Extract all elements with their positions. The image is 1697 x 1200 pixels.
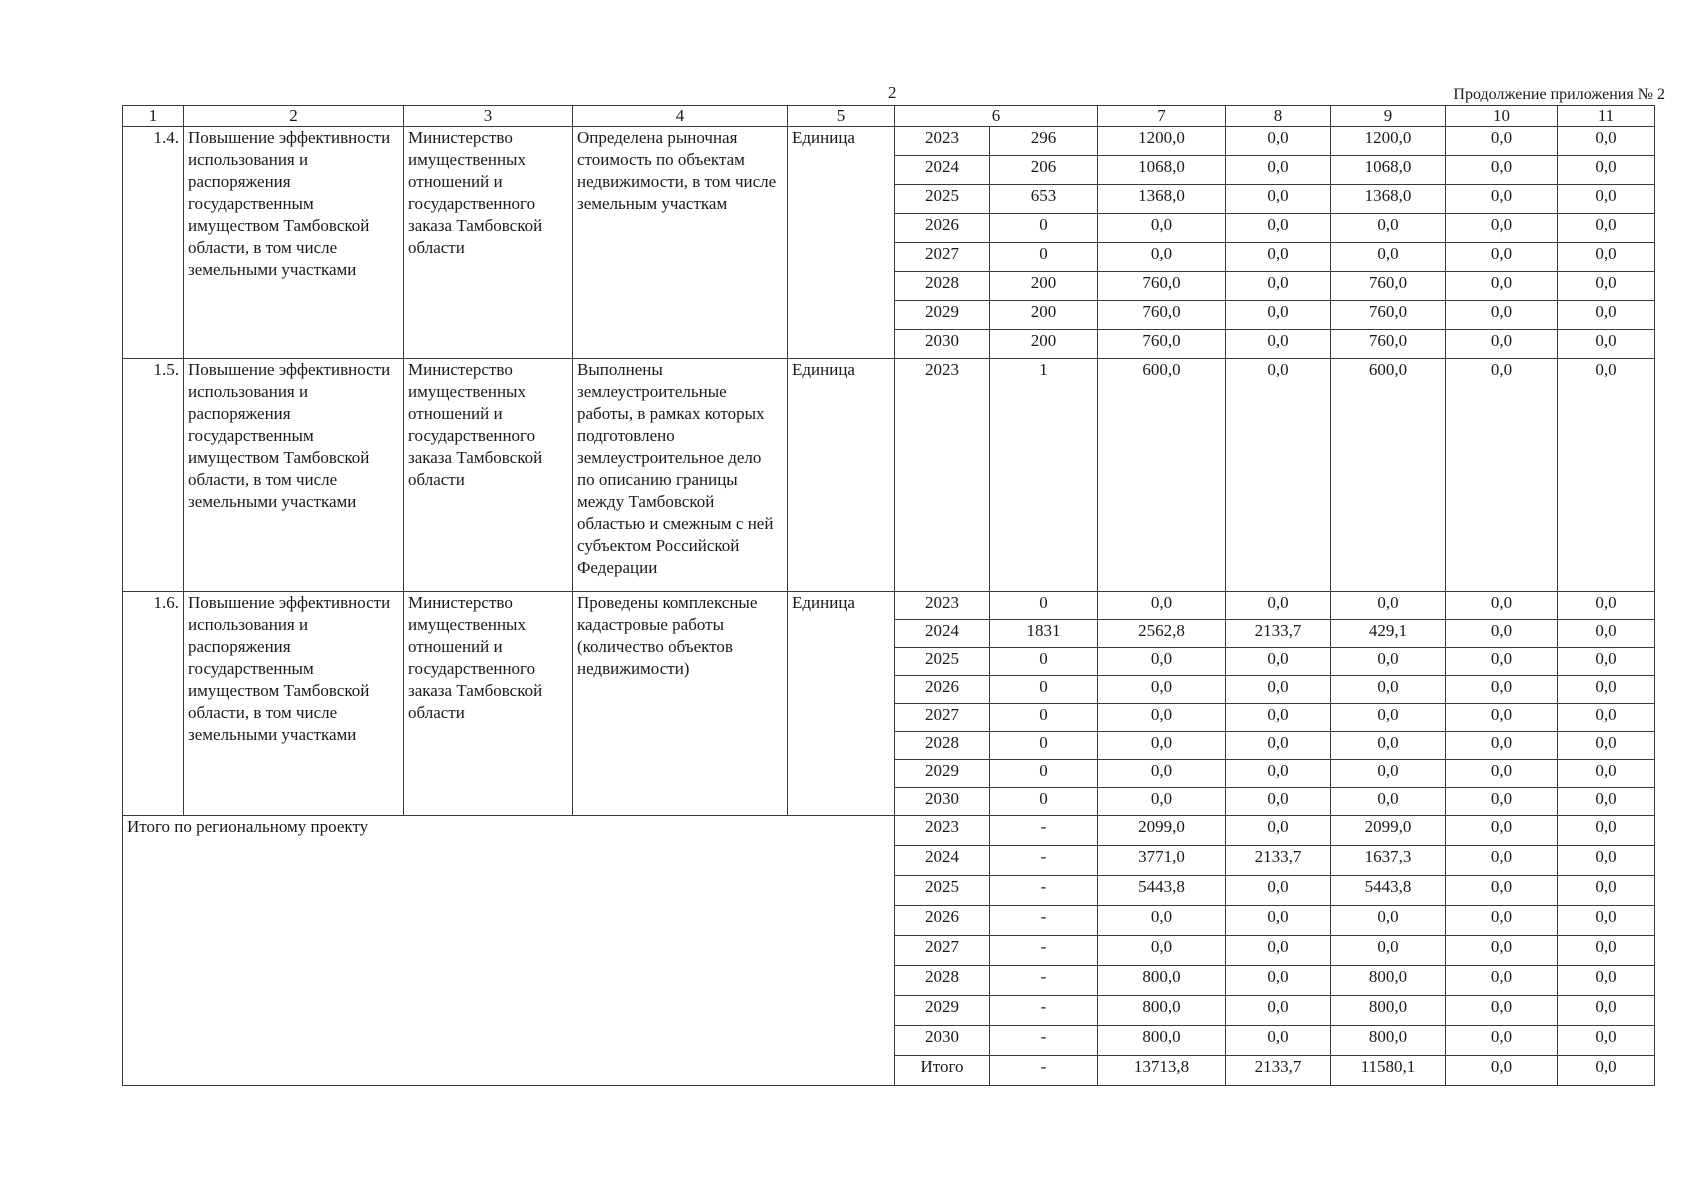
year-cell: 2026 xyxy=(895,214,990,243)
year-cell: 2029 xyxy=(895,996,990,1026)
quantity-cell: - xyxy=(990,906,1098,936)
other-funding-cell: 0,0 xyxy=(1558,214,1655,243)
regional-funding-cell: 1637,3 xyxy=(1331,846,1446,876)
row-number: 1.6. xyxy=(123,592,184,816)
regional-funding-cell: 760,0 xyxy=(1331,330,1446,359)
measure-name: Повышение эффективности использования и распоряжения государственным имуществом Тамбовской области, в том числе земельными участками xyxy=(184,127,404,359)
federal-funding-cell: 0,0 xyxy=(1226,732,1331,760)
total-funding-cell: 0,0 xyxy=(1098,676,1226,704)
total-funding-cell: 800,0 xyxy=(1098,1026,1226,1056)
federal-funding-cell: 0,0 xyxy=(1226,906,1331,936)
column-number: 1 xyxy=(123,106,184,127)
total-funding-cell: 0,0 xyxy=(1098,648,1226,676)
municipal-funding-cell: 0,0 xyxy=(1446,876,1558,906)
quantity-cell: - xyxy=(990,1026,1098,1056)
other-funding-cell: 0,0 xyxy=(1558,816,1655,846)
municipal-funding-cell: 0,0 xyxy=(1446,966,1558,996)
responsible-executor: Министерство имущественных отношений и государственного заказа Тамбовской области xyxy=(404,359,573,592)
quantity-cell: - xyxy=(990,996,1098,1026)
other-funding-cell: 0,0 xyxy=(1558,760,1655,788)
federal-funding-cell: 0,0 xyxy=(1226,359,1331,592)
municipal-funding-cell: 0,0 xyxy=(1446,156,1558,185)
municipal-funding-cell: 0,0 xyxy=(1446,732,1558,760)
regional-funding-cell: 800,0 xyxy=(1331,996,1446,1026)
total-funding-cell: 0,0 xyxy=(1098,936,1226,966)
regional-funding-cell: 0,0 xyxy=(1331,243,1446,272)
year-cell: Итого xyxy=(895,1056,990,1086)
municipal-funding-cell: 0,0 xyxy=(1446,816,1558,846)
year-cell: 2025 xyxy=(895,648,990,676)
year-cell: 2023 xyxy=(895,816,990,846)
year-cell: 2025 xyxy=(895,876,990,906)
total-funding-cell: 0,0 xyxy=(1098,243,1226,272)
quantity-cell: - xyxy=(990,966,1098,996)
regional-funding-cell: 600,0 xyxy=(1331,359,1446,592)
unit-of-measure: Единица xyxy=(788,592,895,816)
municipal-funding-cell: 0,0 xyxy=(1446,127,1558,156)
regional-funding-cell: 800,0 xyxy=(1331,966,1446,996)
row-number: 1.4. xyxy=(123,127,184,359)
other-funding-cell: 0,0 xyxy=(1558,592,1655,620)
regional-funding-cell: 5443,8 xyxy=(1331,876,1446,906)
other-funding-cell: 0,0 xyxy=(1558,301,1655,330)
expected-result: Выполнены землеустроительные работы, в рамках которых подготовлено землеустроительное дело по описанию границы между Тамбовской областью и смежным с ней субъектом Российской Федерации xyxy=(573,359,788,592)
municipal-funding-cell: 0,0 xyxy=(1446,788,1558,816)
municipal-funding-cell: 0,0 xyxy=(1446,592,1558,620)
quantity-cell: 0 xyxy=(990,704,1098,732)
total-funding-cell: 0,0 xyxy=(1098,760,1226,788)
other-funding-cell: 0,0 xyxy=(1558,1056,1655,1086)
municipal-funding-cell: 0,0 xyxy=(1446,996,1558,1026)
year-cell: 2027 xyxy=(895,704,990,732)
municipal-funding-cell: 0,0 xyxy=(1446,906,1558,936)
year-cell: 2028 xyxy=(895,272,990,301)
year-cell: 2026 xyxy=(895,906,990,936)
table-row xyxy=(123,359,1655,592)
total-funding-cell: 600,0 xyxy=(1098,359,1226,592)
year-cell: 2025 xyxy=(895,185,990,214)
year-cell: 2023 xyxy=(895,359,990,592)
regional-funding-cell: 0,0 xyxy=(1331,704,1446,732)
federal-funding-cell: 0,0 xyxy=(1226,966,1331,996)
quantity-cell: - xyxy=(990,1056,1098,1086)
regional-funding-cell: 0,0 xyxy=(1331,788,1446,816)
federal-funding-cell: 0,0 xyxy=(1226,788,1331,816)
column-number: 6 xyxy=(895,106,1098,127)
quantity-cell: 0 xyxy=(990,788,1098,816)
municipal-funding-cell: 0,0 xyxy=(1446,243,1558,272)
column-number: 7 xyxy=(1098,106,1226,127)
column-number: 10 xyxy=(1446,106,1558,127)
regional-funding-cell: 1368,0 xyxy=(1331,185,1446,214)
column-number: 4 xyxy=(573,106,788,127)
continuation-note: Продолжение приложения № 2 xyxy=(1453,86,1665,103)
other-funding-cell: 0,0 xyxy=(1558,906,1655,936)
other-funding-cell: 0,0 xyxy=(1558,1026,1655,1056)
year-cell: 2030 xyxy=(895,788,990,816)
total-funding-cell: 0,0 xyxy=(1098,788,1226,816)
federal-funding-cell: 0,0 xyxy=(1226,592,1331,620)
federal-funding-cell: 0,0 xyxy=(1226,156,1331,185)
federal-funding-cell: 0,0 xyxy=(1226,704,1331,732)
quantity-cell: 0 xyxy=(990,592,1098,620)
total-row xyxy=(123,816,1655,846)
total-funding-cell: 760,0 xyxy=(1098,272,1226,301)
measure-name: Повышение эффективности использования и распоряжения государственным имуществом Тамбовской области, в том числе земельными участками xyxy=(184,592,404,816)
regional-funding-cell: 429,1 xyxy=(1331,620,1446,648)
other-funding-cell: 0,0 xyxy=(1558,156,1655,185)
regional-funding-cell: 1200,0 xyxy=(1331,127,1446,156)
municipal-funding-cell: 0,0 xyxy=(1446,620,1558,648)
year-cell: 2029 xyxy=(895,760,990,788)
municipal-funding-cell: 0,0 xyxy=(1446,846,1558,876)
year-cell: 2023 xyxy=(895,592,990,620)
quantity-cell: - xyxy=(990,816,1098,846)
regional-funding-cell: 0,0 xyxy=(1331,936,1446,966)
year-cell: 2024 xyxy=(895,846,990,876)
year-cell: 2028 xyxy=(895,732,990,760)
total-funding-cell: 0,0 xyxy=(1098,704,1226,732)
unit-of-measure: Единица xyxy=(788,359,895,592)
total-funding-cell: 2562,8 xyxy=(1098,620,1226,648)
regional-funding-cell: 760,0 xyxy=(1331,272,1446,301)
regional-funding-cell: 800,0 xyxy=(1331,1026,1446,1056)
quantity-cell: 653 xyxy=(990,185,1098,214)
federal-funding-cell: 0,0 xyxy=(1226,936,1331,966)
responsible-executor: Министерство имущественных отношений и государственного заказа Тамбовской области xyxy=(404,592,573,816)
expected-result: Проведены комплексные кадастровые работы (количество объектов недвижимости) xyxy=(573,592,788,816)
regional-funding-cell: 0,0 xyxy=(1331,648,1446,676)
regional-funding-cell: 0,0 xyxy=(1331,732,1446,760)
quantity-cell: 200 xyxy=(990,301,1098,330)
municipal-funding-cell: 0,0 xyxy=(1446,704,1558,732)
regional-funding-cell: 0,0 xyxy=(1331,214,1446,243)
budget-table xyxy=(122,105,1655,1086)
total-funding-cell: 5443,8 xyxy=(1098,876,1226,906)
expected-result: Определена рыночная стоимость по объектам недвижимости, в том числе земельным участкам xyxy=(573,127,788,359)
municipal-funding-cell: 0,0 xyxy=(1446,936,1558,966)
unit-of-measure: Единица xyxy=(788,127,895,359)
regional-funding-cell: 1068,0 xyxy=(1331,156,1446,185)
other-funding-cell: 0,0 xyxy=(1558,966,1655,996)
regional-funding-cell: 11580,1 xyxy=(1331,1056,1446,1086)
other-funding-cell: 0,0 xyxy=(1558,272,1655,301)
column-number: 3 xyxy=(404,106,573,127)
municipal-funding-cell: 0,0 xyxy=(1446,330,1558,359)
other-funding-cell: 0,0 xyxy=(1558,359,1655,592)
municipal-funding-cell: 0,0 xyxy=(1446,214,1558,243)
column-number: 9 xyxy=(1331,106,1446,127)
year-cell: 2024 xyxy=(895,156,990,185)
federal-funding-cell: 0,0 xyxy=(1226,876,1331,906)
municipal-funding-cell: 0,0 xyxy=(1446,359,1558,592)
column-number: 5 xyxy=(788,106,895,127)
federal-funding-cell: 0,0 xyxy=(1226,127,1331,156)
municipal-funding-cell: 0,0 xyxy=(1446,301,1558,330)
other-funding-cell: 0,0 xyxy=(1558,330,1655,359)
federal-funding-cell: 0,0 xyxy=(1226,816,1331,846)
quantity-cell: 206 xyxy=(990,156,1098,185)
federal-funding-cell: 2133,7 xyxy=(1226,1056,1331,1086)
quantity-cell: - xyxy=(990,846,1098,876)
table-row xyxy=(123,592,1655,620)
other-funding-cell: 0,0 xyxy=(1558,185,1655,214)
total-label: Итого по региональному проекту xyxy=(123,816,895,1086)
total-funding-cell: 1068,0 xyxy=(1098,156,1226,185)
regional-funding-cell: 0,0 xyxy=(1331,592,1446,620)
quantity-cell: 200 xyxy=(990,330,1098,359)
quantity-cell: 0 xyxy=(990,648,1098,676)
year-cell: 2027 xyxy=(895,243,990,272)
municipal-funding-cell: 0,0 xyxy=(1446,648,1558,676)
quantity-cell: 0 xyxy=(990,676,1098,704)
total-funding-cell: 13713,8 xyxy=(1098,1056,1226,1086)
quantity-cell: 1831 xyxy=(990,620,1098,648)
total-funding-cell: 1200,0 xyxy=(1098,127,1226,156)
federal-funding-cell: 0,0 xyxy=(1226,330,1331,359)
federal-funding-cell: 0,0 xyxy=(1226,996,1331,1026)
quantity-cell: 200 xyxy=(990,272,1098,301)
other-funding-cell: 0,0 xyxy=(1558,996,1655,1026)
total-funding-cell: 3771,0 xyxy=(1098,846,1226,876)
federal-funding-cell: 2133,7 xyxy=(1226,846,1331,876)
federal-funding-cell: 2133,7 xyxy=(1226,620,1331,648)
municipal-funding-cell: 0,0 xyxy=(1446,760,1558,788)
total-funding-cell: 0,0 xyxy=(1098,214,1226,243)
regional-funding-cell: 2099,0 xyxy=(1331,816,1446,846)
other-funding-cell: 0,0 xyxy=(1558,704,1655,732)
federal-funding-cell: 0,0 xyxy=(1226,185,1331,214)
column-number-row xyxy=(123,106,1655,127)
regional-funding-cell: 0,0 xyxy=(1331,676,1446,704)
year-cell: 2028 xyxy=(895,966,990,996)
federal-funding-cell: 0,0 xyxy=(1226,648,1331,676)
other-funding-cell: 0,0 xyxy=(1558,243,1655,272)
total-funding-cell: 1368,0 xyxy=(1098,185,1226,214)
other-funding-cell: 0,0 xyxy=(1558,127,1655,156)
year-cell: 2026 xyxy=(895,676,990,704)
measure-name: Повышение эффективности использования и распоряжения государственным имуществом Тамбовской области, в том числе земельными участками xyxy=(184,359,404,592)
other-funding-cell: 0,0 xyxy=(1558,676,1655,704)
other-funding-cell: 0,0 xyxy=(1558,732,1655,760)
federal-funding-cell: 0,0 xyxy=(1226,301,1331,330)
column-number: 8 xyxy=(1226,106,1331,127)
regional-funding-cell: 0,0 xyxy=(1331,760,1446,788)
federal-funding-cell: 0,0 xyxy=(1226,243,1331,272)
year-cell: 2027 xyxy=(895,936,990,966)
total-funding-cell: 760,0 xyxy=(1098,330,1226,359)
year-cell: 2029 xyxy=(895,301,990,330)
table-row xyxy=(123,127,1655,156)
total-funding-cell: 800,0 xyxy=(1098,966,1226,996)
quantity-cell: 1 xyxy=(990,359,1098,592)
total-funding-cell: 0,0 xyxy=(1098,906,1226,936)
quantity-cell: 296 xyxy=(990,127,1098,156)
quantity-cell: - xyxy=(990,936,1098,966)
quantity-cell: 0 xyxy=(990,732,1098,760)
quantity-cell: - xyxy=(990,876,1098,906)
year-cell: 2023 xyxy=(895,127,990,156)
year-cell: 2030 xyxy=(895,1026,990,1056)
municipal-funding-cell: 0,0 xyxy=(1446,676,1558,704)
other-funding-cell: 0,0 xyxy=(1558,846,1655,876)
year-cell: 2024 xyxy=(895,620,990,648)
quantity-cell: 0 xyxy=(990,214,1098,243)
federal-funding-cell: 0,0 xyxy=(1226,760,1331,788)
total-funding-cell: 0,0 xyxy=(1098,732,1226,760)
municipal-funding-cell: 0,0 xyxy=(1446,185,1558,214)
year-cell: 2030 xyxy=(895,330,990,359)
other-funding-cell: 0,0 xyxy=(1558,936,1655,966)
municipal-funding-cell: 0,0 xyxy=(1446,1056,1558,1086)
total-funding-cell: 2099,0 xyxy=(1098,816,1226,846)
federal-funding-cell: 0,0 xyxy=(1226,272,1331,301)
municipal-funding-cell: 0,0 xyxy=(1446,1026,1558,1056)
total-funding-cell: 800,0 xyxy=(1098,996,1226,1026)
other-funding-cell: 0,0 xyxy=(1558,648,1655,676)
other-funding-cell: 0,0 xyxy=(1558,620,1655,648)
federal-funding-cell: 0,0 xyxy=(1226,1026,1331,1056)
other-funding-cell: 0,0 xyxy=(1558,788,1655,816)
regional-funding-cell: 760,0 xyxy=(1331,301,1446,330)
regional-funding-cell: 0,0 xyxy=(1331,906,1446,936)
total-funding-cell: 0,0 xyxy=(1098,592,1226,620)
responsible-executor: Министерство имущественных отношений и государственного заказа Тамбовской области xyxy=(404,127,573,359)
page-number: 2 xyxy=(888,83,897,102)
row-number: 1.5. xyxy=(123,359,184,592)
quantity-cell: 0 xyxy=(990,760,1098,788)
federal-funding-cell: 0,0 xyxy=(1226,214,1331,243)
column-number: 2 xyxy=(184,106,404,127)
column-number: 11 xyxy=(1558,106,1655,127)
quantity-cell: 0 xyxy=(990,243,1098,272)
federal-funding-cell: 0,0 xyxy=(1226,676,1331,704)
other-funding-cell: 0,0 xyxy=(1558,876,1655,906)
total-funding-cell: 760,0 xyxy=(1098,301,1226,330)
municipal-funding-cell: 0,0 xyxy=(1446,272,1558,301)
